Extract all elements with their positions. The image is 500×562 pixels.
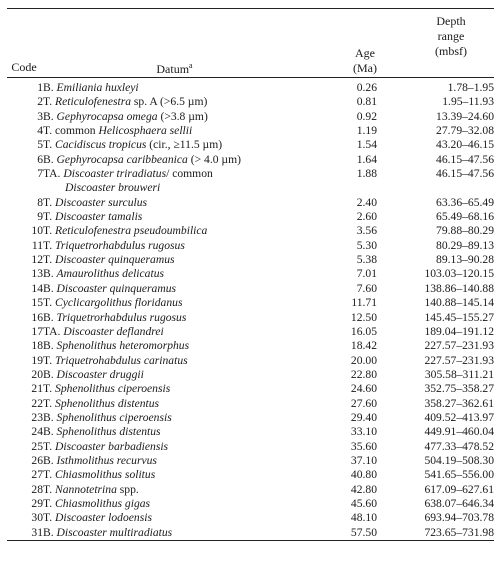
datum-prefix: B. (43, 152, 54, 166)
row-datum (43, 339, 329, 353)
row-depth: 227.57–231.93 (424, 353, 494, 367)
datum-taxon: Chiasmolithus solitus (55, 468, 156, 482)
row-code: 21 (31, 382, 43, 396)
datum-prefix: T. (43, 382, 53, 396)
row-code: 5 (37, 138, 43, 152)
row-depth: 541.65–556.00 (424, 468, 494, 482)
row-code: 17 (31, 324, 43, 338)
datum-prefix: T. (43, 296, 53, 310)
row-age: 29.40 (350, 410, 377, 424)
row-depth: 65.49–68.16 (436, 210, 494, 224)
row-age: 20.00 (350, 353, 377, 367)
datum-taxon: Discoaster druggii (56, 367, 144, 381)
datum-prefix: T. common (43, 124, 96, 138)
row-age: 35.60 (350, 439, 377, 453)
datum-suffix: / common (166, 167, 213, 181)
datum-prefix: B. (43, 425, 54, 439)
datum-taxon: Sphenolithus distentus (56, 425, 161, 439)
header-depth-line2: range (437, 29, 465, 43)
row-datum (43, 267, 329, 281)
row-code: 22 (31, 396, 43, 410)
row-age: 57.50 (350, 525, 377, 539)
row-code: 14 (31, 281, 43, 295)
datum-prefix: B. (43, 410, 54, 424)
datum-suffix: (cir., ≥11.5 µm) (149, 138, 223, 152)
row-code: 3 (37, 109, 43, 123)
datum-taxon: Triquetrorhabdulus rugosus (55, 238, 185, 252)
row-code: 31 (31, 525, 43, 539)
row-age: 45.60 (350, 496, 377, 510)
datum-prefix: T. (43, 195, 53, 209)
row-datum (43, 282, 329, 296)
table-row (7, 196, 494, 210)
datum-prefix: B. (43, 310, 54, 324)
row-datum (43, 454, 329, 468)
datum-prefix: B. (43, 81, 54, 94)
row-datum (43, 167, 329, 181)
row-age: 7.01 (356, 267, 377, 281)
table-row (7, 78, 494, 95)
datum-continuation: Discoaster brouweri (65, 181, 161, 195)
table-row-continuation (7, 181, 494, 195)
datum-taxon: Discoaster multiradiatus (56, 525, 173, 539)
row-datum (43, 110, 329, 124)
table-row (7, 153, 494, 167)
datum-suffix: (> 4.0 µm) (190, 152, 241, 166)
row-datum (43, 78, 329, 95)
row-depth: 504.19–508.30 (424, 453, 494, 467)
table-row (7, 425, 494, 439)
table-row (7, 325, 494, 339)
row-code: 18 (31, 339, 43, 353)
row-datum (43, 196, 329, 210)
table-row (7, 440, 494, 454)
datum-prefix: B. (43, 267, 54, 281)
datum-prefix: T. (43, 396, 53, 410)
datum-prefix: T. (43, 496, 53, 510)
row-code: 1 (37, 81, 43, 94)
header-depth-line1: Depth (436, 14, 466, 28)
datum-prefix: B. (43, 109, 54, 123)
row-datum (43, 153, 329, 167)
row-depth: 89.13–90.28 (436, 253, 494, 267)
table-row (7, 110, 494, 124)
row-depth: 103.03–120.15 (424, 267, 494, 281)
row-code: 2 (37, 95, 43, 109)
row-datum (43, 253, 329, 267)
row-datum (43, 239, 329, 253)
datum-prefix: TA. (43, 324, 61, 338)
row-age: 27.60 (350, 396, 377, 410)
row-depth: 409.52–413.97 (424, 410, 494, 424)
row-age: 1.64 (356, 152, 377, 166)
row-code: 26 (31, 453, 43, 467)
row-datum (43, 210, 329, 224)
table-row (7, 468, 494, 482)
row-datum (43, 95, 329, 109)
row-age: 5.38 (356, 253, 377, 267)
datum-prefix: T. (43, 238, 53, 252)
datum-prefix: T. (43, 439, 53, 453)
row-datum (43, 124, 329, 138)
row-datum (43, 138, 329, 152)
row-code: 28 (31, 482, 43, 496)
datum-taxon: Discoaster quinqueramus (56, 281, 177, 295)
header-datum-footnote: a (189, 61, 193, 70)
table-row (7, 267, 494, 281)
datum-taxon: Discoaster surculus (55, 195, 148, 209)
row-age: 48.10 (350, 511, 377, 525)
row-datum (43, 526, 329, 540)
row-code: 11 (31, 238, 43, 252)
table-row (7, 411, 494, 425)
header-depth-line3: (mbsf) (435, 44, 467, 58)
datum-taxon: Sphenolithus heteromorphus (56, 339, 190, 353)
header-age (340, 46, 390, 76)
row-code: 8 (37, 195, 43, 209)
row-depth: 723.65–731.98 (424, 525, 494, 539)
datum-taxon: Reticulofenestra pseudoumbilica (55, 224, 208, 238)
table-row (7, 210, 494, 224)
row-depth: 305.58–311.21 (424, 367, 494, 381)
table-row (7, 95, 494, 109)
row-datum (43, 296, 329, 310)
datum-taxon: Discoaster lodoensis (55, 511, 152, 525)
row-datum (43, 411, 329, 425)
datum-taxon: Emiliania huxleyi (56, 81, 139, 94)
row-age: 16.05 (350, 324, 377, 338)
datum-taxon: Cacidiscus tropicus (55, 138, 147, 152)
datum-prefix: B. (43, 453, 54, 467)
row-depth: 27.79–32.08 (436, 124, 494, 138)
row-depth: 189.04–191.12 (424, 324, 494, 338)
table-row (7, 483, 494, 497)
table-row (7, 282, 494, 296)
header-code: Code (11, 60, 37, 74)
row-depth: 140.88–145.14 (424, 296, 494, 310)
table-row (7, 497, 494, 511)
datum-prefix: T. (43, 353, 53, 367)
datum-suffix: sp. A (>6.5 µm) (133, 95, 208, 109)
datum-taxon: Gephyrocapsa caribbeanica (56, 152, 188, 166)
datum-suffix: spp. (119, 482, 139, 496)
datum-taxon: Isthmolithus recurvus (56, 453, 157, 467)
datum-prefix: B. (43, 525, 54, 539)
row-datum (43, 325, 329, 339)
datum-taxon: Sphenolithus ciperoensis (55, 382, 171, 396)
row-age: 3.56 (356, 224, 377, 238)
row-code: 29 (31, 496, 43, 510)
table-row (7, 311, 494, 325)
row-depth: 13.39–24.60 (436, 109, 494, 123)
table-row (7, 124, 494, 138)
row-age: 37.10 (350, 453, 377, 467)
row-depth: 477.33–478.52 (424, 439, 494, 453)
datum-taxon: Amaurolithus delicatus (56, 267, 164, 281)
datum-taxon: Helicosphaera sellii (98, 124, 193, 138)
row-age: 5.30 (356, 238, 377, 252)
row-code: 9 (37, 210, 43, 224)
datum-taxon: Nannotetrina (55, 482, 117, 496)
datum-taxon: Sphenolithus ciperoensis (56, 410, 172, 424)
datum-taxon: Cyclicargolithus floridanus (55, 296, 183, 310)
table-row (7, 354, 494, 368)
row-depth: 358.27–362.61 (424, 396, 494, 410)
datum-taxon: Discoaster triradiatus (63, 167, 167, 181)
row-datum (43, 397, 329, 411)
row-depth: 43.20–46.15 (436, 138, 494, 152)
row-datum (43, 368, 329, 382)
row-depth: 1.78–1.95 (447, 81, 494, 94)
row-code: 4 (37, 124, 43, 138)
row-age: 1.19 (356, 124, 377, 138)
datum-prefix: B. (43, 339, 54, 353)
row-depth: 352.75–358.27 (424, 382, 494, 396)
table-row (7, 253, 494, 267)
datum-taxon: Discoaster tamalis (55, 210, 143, 224)
row-code: 20 (31, 367, 43, 381)
datum-taxon: Discoaster deflandrei (63, 324, 164, 338)
row-depth: 138.86–140.88 (424, 281, 494, 295)
row-age: 40.80 (350, 468, 377, 482)
datum-prefix: B. (43, 281, 54, 295)
datum-prefix: T. (43, 482, 53, 496)
table-body (7, 78, 494, 540)
row-age: 12.50 (350, 310, 377, 324)
row-code: 6 (37, 152, 43, 166)
row-code: 7 (37, 167, 43, 181)
row-code: 12 (31, 253, 43, 267)
datum-taxon: Triquetrorhabdulus rugosus (56, 310, 187, 324)
datum-prefix: T. (43, 210, 53, 224)
row-code: 23 (31, 410, 43, 424)
bottom-rule (7, 540, 494, 541)
table-row (7, 397, 494, 411)
row-datum (43, 497, 329, 511)
header-age-line2: (Ma) (353, 61, 377, 75)
datum-taxon: Triquetrohabdulus carinatus (55, 353, 188, 367)
row-depth: 617.09–627.61 (424, 482, 494, 496)
table-row (7, 138, 494, 152)
datum-taxon: Gephyrocapsa omega (56, 109, 158, 123)
table-row (7, 382, 494, 396)
row-datum (43, 224, 329, 238)
row-code: 24 (31, 425, 43, 439)
row-depth: 145.45–155.27 (424, 310, 494, 324)
row-depth: 63.36–65.49 (436, 195, 494, 209)
datum-prefix: TA. (43, 167, 61, 181)
row-depth: 79.88–80.29 (436, 224, 494, 238)
row-depth: 46.15–47.56 (436, 152, 494, 166)
datum-taxon: Sphenolithus distentus (55, 396, 160, 410)
row-age: 33.10 (350, 425, 377, 439)
table-header (7, 9, 494, 77)
row-datum (43, 425, 329, 439)
row-datum (43, 483, 329, 497)
table-row (7, 167, 494, 181)
datum-prefix: T. (43, 511, 53, 525)
row-depth: 80.29–89.13 (436, 238, 494, 252)
row-age: 0.26 (356, 81, 377, 94)
datum-prefix: T. (43, 468, 53, 482)
datum-prefix: T. (43, 138, 53, 152)
row-datum (43, 382, 329, 396)
row-age: 18.42 (350, 339, 377, 353)
row-depth: 638.07–646.34 (424, 496, 494, 510)
table-row (7, 339, 494, 353)
row-age: 42.80 (350, 482, 377, 496)
row-age: 11.71 (351, 296, 377, 310)
row-depth: 449.91–460.04 (424, 425, 494, 439)
row-age: 7.60 (356, 281, 377, 295)
row-age: 1.88 (356, 167, 377, 181)
row-code: 27 (31, 468, 43, 482)
datum-taxon: Reticulofenestra (55, 95, 132, 109)
datum-suffix: (>3.8 µm) (160, 109, 208, 123)
row-age: 0.92 (356, 109, 377, 123)
datum-taxon: Discoaster quinqueramus (55, 253, 175, 267)
row-datum (43, 468, 329, 482)
row-datum (43, 440, 329, 454)
row-code: 10 (31, 224, 43, 238)
table-row (7, 368, 494, 382)
row-age: 22.80 (350, 367, 377, 381)
row-datum (43, 354, 329, 368)
header-datum (62, 58, 287, 77)
datum-taxon: Discoaster barbadiensis (55, 439, 169, 453)
row-depth: 693.94–703.78 (424, 511, 494, 525)
row-depth: 1.95–11.93 (442, 95, 494, 109)
datum-prefix: B. (43, 367, 54, 381)
row-code: 25 (31, 439, 43, 453)
row-depth: 46.15–47.56 (436, 167, 494, 181)
table-row (7, 511, 494, 525)
row-age: 24.60 (350, 382, 377, 396)
header-age-line1: Age (355, 46, 375, 60)
row-code: 15 (31, 296, 43, 310)
row-depth: 227.57–231.93 (424, 339, 494, 353)
table-row (7, 296, 494, 310)
datum-prefix: T. (43, 253, 53, 267)
table-row (7, 239, 494, 253)
table-row (7, 454, 494, 468)
row-age: 0.81 (356, 95, 377, 109)
datum-taxon: Chiasmolithus gigas (55, 496, 151, 510)
header-datum-label: Datum (156, 62, 190, 76)
row-code: 13 (31, 267, 43, 281)
row-age: 2.40 (356, 195, 377, 209)
row-code: 16 (31, 310, 43, 324)
row-age: 2.60 (356, 210, 377, 224)
datum-prefix: T. (43, 224, 53, 238)
table-row (7, 224, 494, 238)
table-row (7, 526, 494, 540)
data-table (7, 8, 494, 541)
header-depth (412, 14, 490, 59)
row-age: 1.54 (356, 138, 377, 152)
row-code: 30 (31, 511, 43, 525)
row-code: 19 (31, 353, 43, 367)
row-datum (43, 511, 329, 525)
datum-prefix: T. (43, 95, 53, 109)
row-datum (43, 311, 329, 325)
